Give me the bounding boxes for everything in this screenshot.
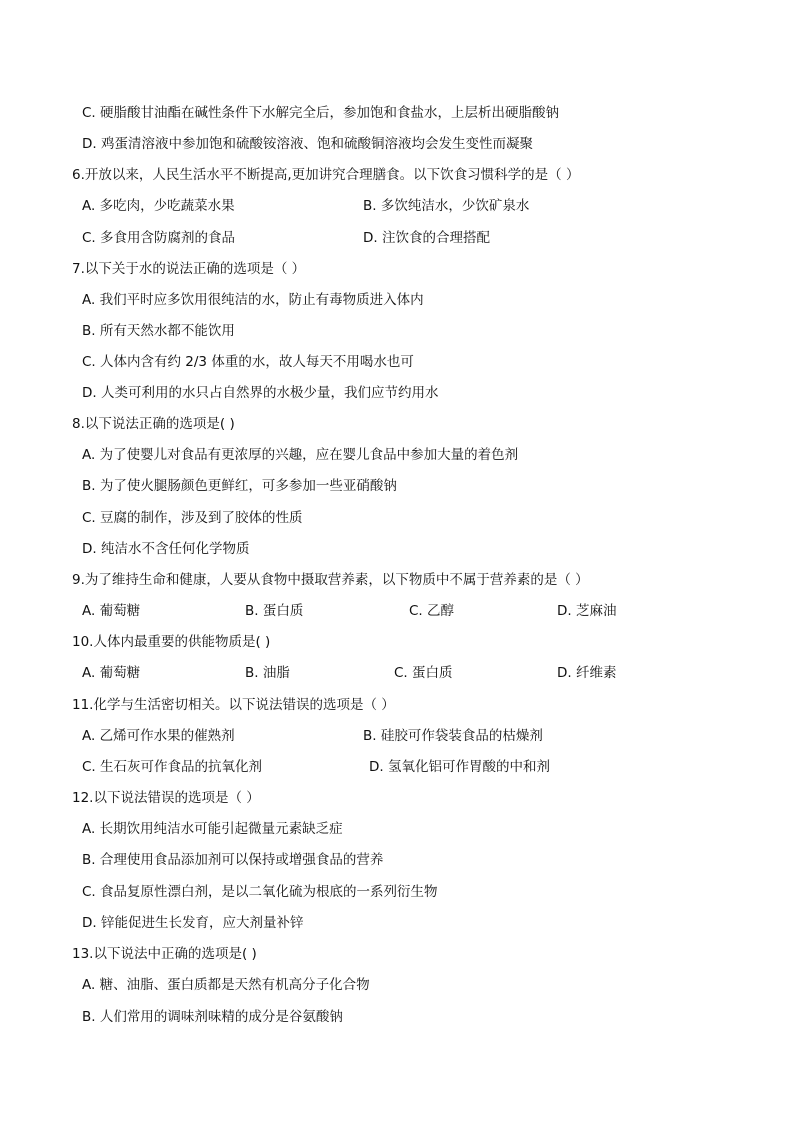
- q12-option-a: A. 长期饮用纯洁水可能引起微量元素缺乏症: [82, 821, 343, 837]
- question-6-stem: 6.开放以来，人民生活水平不断提高,更加讲究合理膳食。以下饮食习惯科学的是（ ）: [72, 167, 580, 183]
- option-d-prev: D. 鸡蛋清溶液中参加饱和硫酸铵溶液、饱和硫酸铜溶液均会发生变性而凝聚: [82, 136, 533, 152]
- q8-option-b: B. 为了使火腿肠颜色更鲜红，可多参加一些亚硝酸钠: [82, 478, 397, 494]
- q11-option-b: B. 硅胶可作袋装食品的枯燥剂: [363, 728, 543, 744]
- q9-option-c: C. 乙醇: [409, 603, 455, 619]
- q12-option-c: C. 食品复原性漂白剂，是以二氧化硫为根底的一系列衍生物: [82, 884, 438, 900]
- q7-option-d: D. 人类可利用的水只占自然界的水极少量，我们应节约用水: [82, 385, 439, 401]
- q12-option-b: B. 合理使用食品添加剂可以保持或增强食品的营养: [82, 852, 384, 868]
- question-8-stem: 8.以下说法正确的选项是( ): [72, 416, 235, 432]
- question-9-stem: 9.为了维持生命和健康，人要从食物中摄取营养素，以下物质中不属于营养素的是（ ）: [72, 572, 589, 588]
- q9-option-d: D. 芝麻油: [557, 603, 617, 619]
- question-11-stem: 11.化学与生活密切相关。以下说法错误的选项是（ ）: [72, 697, 395, 713]
- q6-option-b: B. 多饮纯洁水，少饮矿泉水: [363, 198, 530, 214]
- q11-option-a: A. 乙烯可作水果的催熟剂: [82, 728, 235, 744]
- q10-option-d: D. 纤维素: [557, 665, 617, 681]
- q10-option-b: B. 油脂: [245, 665, 290, 681]
- q8-option-c: C. 豆腐的制作，涉及到了胶体的性质: [82, 510, 303, 526]
- q6-option-d: D. 注饮食的合理搭配: [363, 230, 490, 246]
- q6-option-a: A. 多吃肉，少吃蔬菜水果: [82, 198, 235, 214]
- q13-option-b: B. 人们常用的调味剂味精的成分是谷氨酸钠: [82, 1009, 343, 1025]
- q6-option-c: C. 多食用含防腐剂的食品: [82, 230, 236, 246]
- q11-option-c: C. 生石灰可作食品的抗氧化剂: [82, 759, 263, 775]
- q11-option-d: D. 氢氧化铝可作胃酸的中和剂: [369, 759, 550, 775]
- q9-option-a: A. 葡萄糖: [82, 603, 141, 619]
- question-12-stem: 12.以下说法错误的选项是（ ）: [72, 790, 260, 806]
- q7-option-a: A. 我们平时应多饮用很纯洁的水，防止有毒物质进入体内: [82, 292, 424, 308]
- question-10-stem: 10.人体内最重要的供能物质是( ): [72, 634, 271, 650]
- q10-option-a: A. 葡萄糖: [82, 665, 141, 681]
- q9-option-b: B. 蛋白质: [245, 603, 304, 619]
- option-c-prev: C. 硬脂酸甘油酯在碱性条件下水解完全后，参加饱和食盐水，上层析出硬脂酸钠: [82, 105, 560, 121]
- q7-option-c: C. 人体内含有约 2/3 体重的水，故人每天不用喝水也可: [82, 354, 414, 370]
- q8-option-a: A. 为了使婴儿对食品有更浓厚的兴趣，应在婴儿食品中参加大量的着色剂: [82, 447, 519, 463]
- q7-option-b: B. 所有天然水都不能饮用: [82, 323, 235, 339]
- question-7-stem: 7.以下关于水的说法正确的选项是（ ）: [72, 261, 306, 277]
- q12-option-d: D. 锌能促进生长发育，应大剂量补锌: [82, 915, 304, 931]
- question-13-stem: 13.以下说法中正确的选项是( ): [72, 946, 257, 962]
- q13-option-a: A. 糖、油脂、蛋白质都是天然有机高分子化合物: [82, 977, 370, 993]
- q10-option-c: C. 蛋白质: [394, 665, 453, 681]
- q8-option-d: D. 纯洁水不含任何化学物质: [82, 541, 250, 557]
